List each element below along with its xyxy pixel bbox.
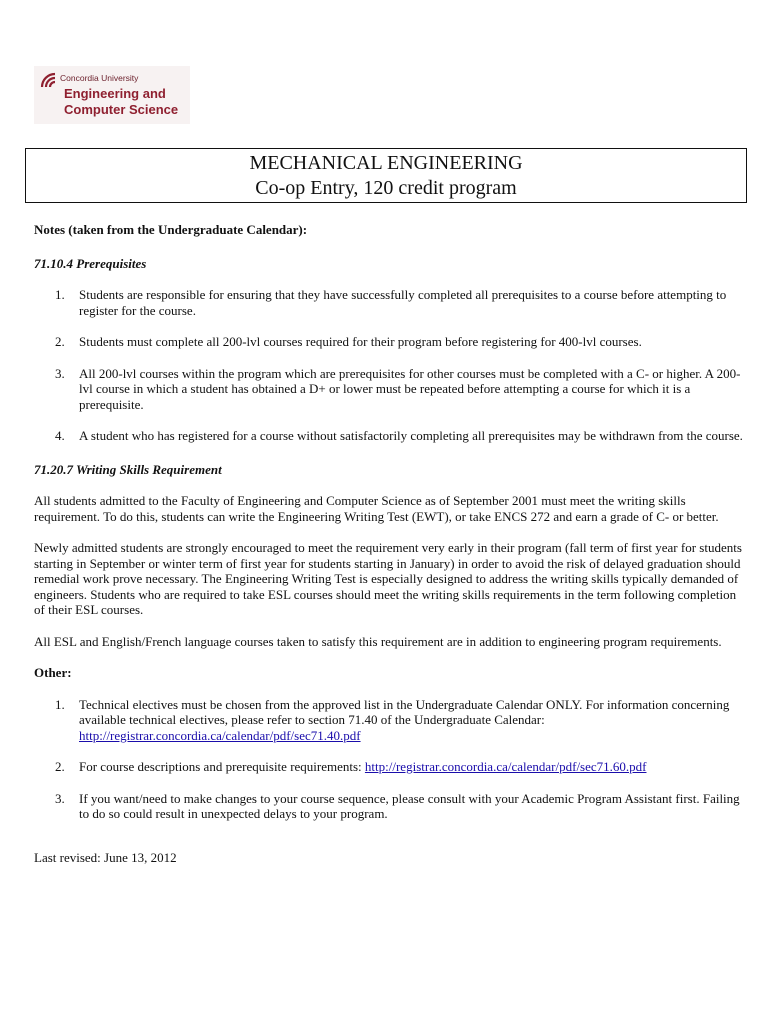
item-text: Students are responsible for ensuring that they have successfully completed all prerequisites to a course before attempting to register for the course. [79, 287, 727, 318]
logo-line-2: Computer Science [64, 102, 179, 117]
concordia-logo-icon [40, 72, 56, 88]
writing-paragraph-3: All ESL and English/French language courses taken to satisfy this requirement are in addition to engineering program requirements. [34, 633, 722, 649]
list-item [34, 791, 746, 822]
item-number: 1. [55, 287, 65, 302]
other-list [34, 697, 746, 822]
item-number: 3. [55, 790, 65, 806]
sec71-40-link[interactable]: http://registrar.concordia.ca/calendar/pdf/sec71.40.pdf [79, 727, 361, 743]
faculty-logo [34, 66, 190, 124]
list-item [34, 287, 746, 318]
item-text: Students must complete all 200-lvl courses required for their program before registering for 400-lvl courses. [79, 334, 642, 349]
program-subtitle: Co-op Entry, 120 credit program [255, 177, 517, 199]
item-number: 1. [55, 696, 65, 712]
item-text: If you want/need to make changes to your course sequence, please consult with your Academic Program Assistant first. Failing to do so could result in unexpected delays to your program. [79, 790, 740, 821]
list-item [34, 428, 746, 444]
list-item [34, 697, 746, 744]
item-text: A student who has registered for a course without satisfactorily completing all prerequisites may be withdrawn from the course. [79, 428, 743, 443]
item-text: Technical electives must be chosen from the approved list in the Undergraduate Calendar ONLY. For information concerning available technical electives, please refer to section 71.40 of the Undergraduate Calendar: [79, 696, 730, 727]
item-number: 4. [55, 428, 65, 443]
writing-paragraph-2: Newly admitted students are strongly encouraged to meet the requirement very early in their program (fall term of first year for students starting in September or winter term of first year for students starting in January) in order to avoid the risk of delayed graduation should remedial work prove necessary. The Engineering Writing Test is especially designed to address the writing skills typically demanded of engineers. Students who are required to take ESL courses should meet the writing skills requirements in the term following completion of their ESL courses. [34, 540, 742, 617]
item-text: For course descriptions and prerequisite requirements: [79, 759, 362, 774]
other-heading: Other: [34, 665, 72, 680]
writing-skills-heading: 71.20.7 Writing Skills Requirement [34, 461, 222, 477]
writing-paragraph-1: All students admitted to the Faculty of Engineering and Computer Science as of September 2001 must meet the writing skills requirement. To do this, students can write the Engineering Writing Test (EWT), or take ENCS 272 and earn a grade of C- or better. [34, 493, 719, 524]
list-item [34, 366, 746, 413]
list-item [34, 759, 746, 775]
item-number: 2. [55, 759, 65, 774]
item-number: 3. [55, 365, 65, 381]
prerequisites-heading: 71.10.4 Prerequisites [34, 255, 147, 271]
item-text: All 200-lvl courses within the program which are prerequisites for other courses must be completed with a C- or higher. A 200-lvl course in which a student has obtained a D+ or lower must be repeated before attempting a course for which it is a prerequisite. [79, 365, 741, 412]
program-title-box [25, 148, 747, 203]
notes-heading: Notes (taken from the Undergraduate Calendar): [34, 222, 308, 237]
prerequisites-list [34, 287, 746, 444]
sec71-60-link[interactable]: http://registrar.concordia.ca/calendar/pdf/sec71.60.pdf [364, 759, 647, 774]
document-body [34, 222, 746, 865]
logo-university-name: Concordia University [60, 73, 139, 83]
logo-line-1: Engineering and [64, 86, 166, 101]
list-item [34, 334, 746, 350]
item-number: 2. [55, 334, 65, 349]
last-revised: Last revised: June 13, 2012 [34, 849, 177, 865]
program-title: MECHANICAL ENGINEERING [249, 152, 523, 174]
